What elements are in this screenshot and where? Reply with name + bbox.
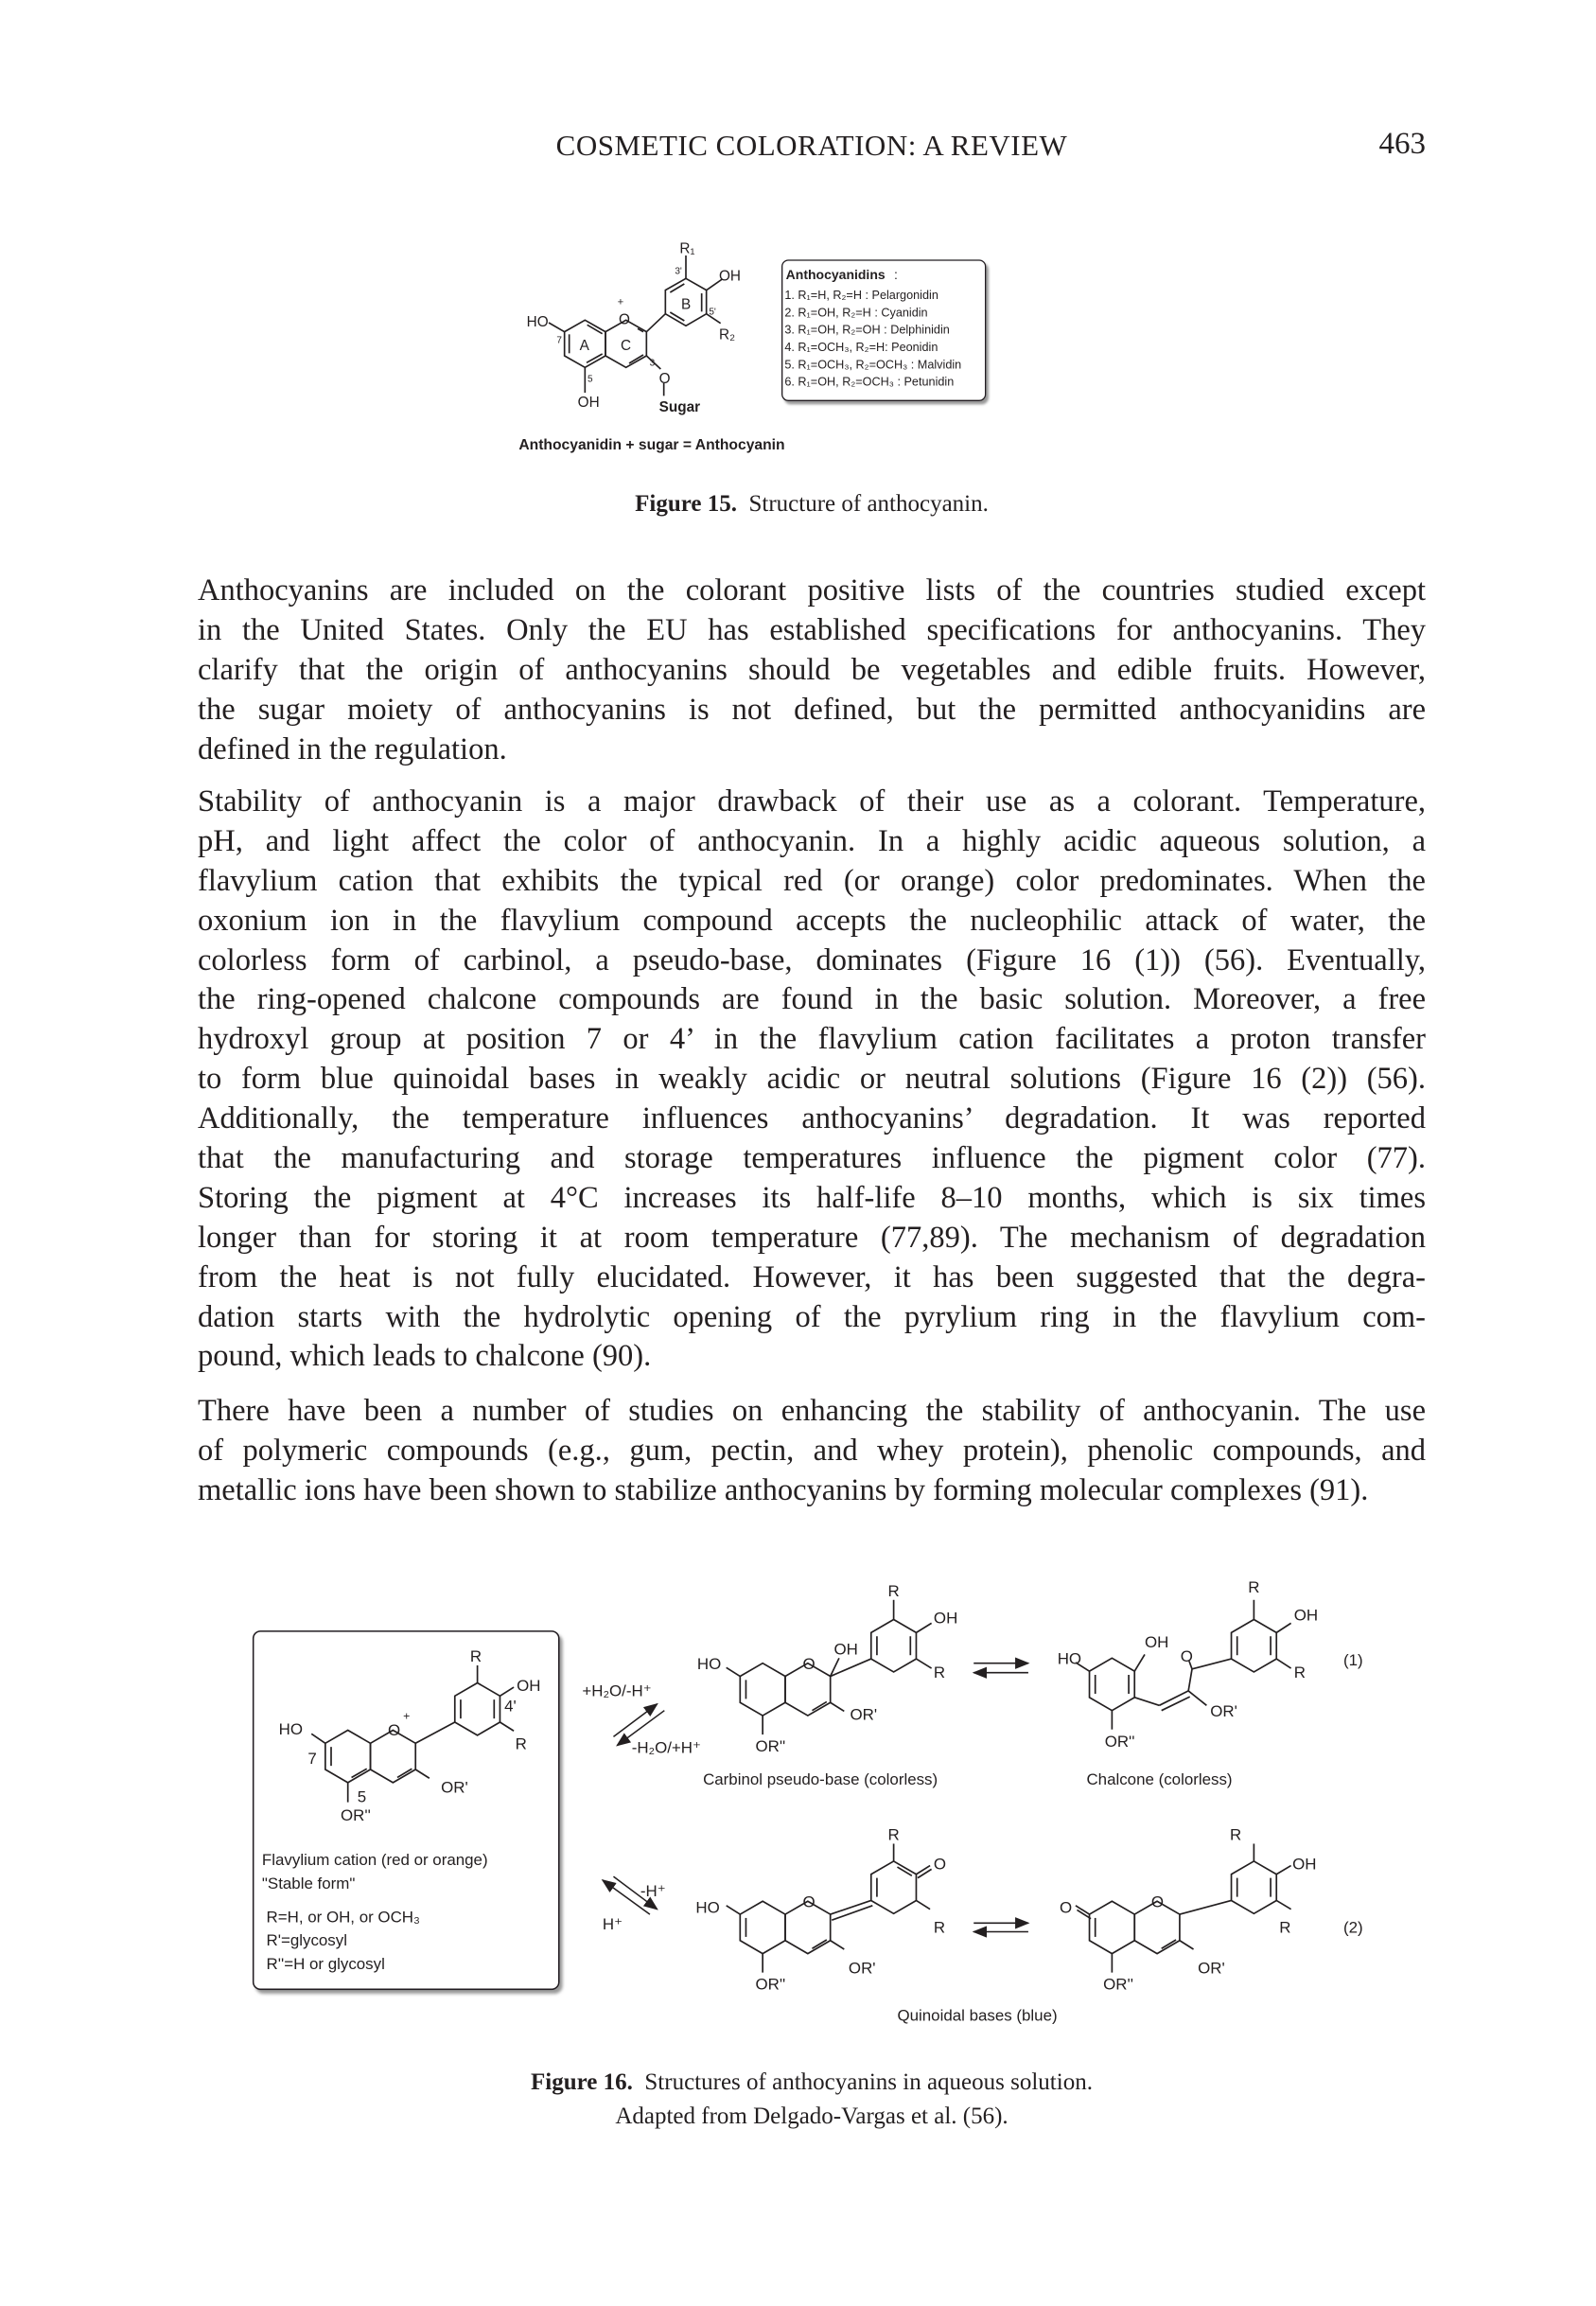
label: 7 bbox=[307, 1749, 317, 1768]
anthocyanin-equilibria bbox=[246, 1571, 1381, 2139]
label: R bbox=[1230, 1825, 1242, 1844]
flavylium-name: Flavylium cation (red or orange) bbox=[261, 1850, 488, 1869]
text-line: of polymeric compounds (e.g., gum, pectin, and whey protein), phenolic compounds, and bbox=[198, 1433, 1426, 1468]
definition: R'=glycosyl bbox=[266, 1931, 347, 1950]
text-line: the sugar moiety of anthocyanins is not defined, but the permitted anthocyanidins are bbox=[198, 692, 1426, 727]
label-oh-4prime: OH bbox=[719, 268, 741, 285]
box-colon: : bbox=[894, 267, 898, 282]
label: OR'' bbox=[341, 1805, 371, 1824]
arrow-label: -H⁺ bbox=[640, 1881, 666, 1900]
anthocyanidins-box bbox=[782, 260, 986, 400]
definition: R''=H or glycosyl bbox=[266, 1954, 385, 1973]
text-line: Additionally, the temperature influences anthocyanins’ degradation. It was reported bbox=[198, 1101, 1426, 1136]
anthocyanidin-item: 1. R₁=H, R₂=H : Pelargonidin bbox=[784, 289, 938, 302]
figure-16 bbox=[246, 1571, 1381, 2139]
label-ring-a: A bbox=[579, 338, 589, 354]
label: HO bbox=[695, 1898, 720, 1917]
label-7: 7 bbox=[556, 335, 562, 346]
equilibrium-arrows bbox=[603, 1663, 1028, 1932]
label: 4' bbox=[504, 1697, 517, 1716]
anthocyanidin-item: 3. R₁=OH, R₂=OH : Delphinidin bbox=[784, 323, 950, 337]
label: + bbox=[403, 1709, 411, 1723]
text-line: pound, which leads to chalcone (90). bbox=[198, 1339, 652, 1374]
label-o1: O bbox=[619, 311, 630, 328]
label: HO bbox=[696, 1654, 722, 1673]
label: HO bbox=[278, 1720, 303, 1739]
label: OH bbox=[933, 1609, 958, 1628]
label-3prime: 3' bbox=[675, 266, 682, 277]
label: R bbox=[933, 1663, 946, 1682]
label: O bbox=[933, 1855, 947, 1874]
label: O bbox=[802, 1892, 816, 1911]
text-line: colorless form of carbinol, a pseudo-base, dominates (Figure 16 (1)) (56). Eventually, bbox=[198, 942, 1426, 977]
label: R bbox=[1248, 1578, 1260, 1597]
anthocyanin-structure bbox=[511, 218, 1116, 464]
label: O bbox=[802, 1654, 816, 1673]
label: R bbox=[933, 1918, 946, 1937]
quinoidal-name: Quinoidal bases (blue) bbox=[897, 2006, 1058, 2025]
label-plus: + bbox=[617, 296, 624, 308]
text-line: metallic ions have been shown to stabilize anthocyanins by forming molecular complexes (91). bbox=[198, 1472, 1369, 1507]
label-5prime: 5' bbox=[709, 307, 716, 318]
paragraph bbox=[198, 572, 1426, 769]
text-line: Storing the pigment at 4°C increases its half-life 8–10 months, which is six times bbox=[198, 1180, 1426, 1215]
caption-label: Figure 16. bbox=[531, 2069, 633, 2095]
label: OH bbox=[1145, 1632, 1169, 1651]
text-line: There have been a number of studies on enhancing the stability of anthocyanin. The use bbox=[198, 1394, 1426, 1428]
page-number: 463 bbox=[1378, 127, 1426, 161]
label: OH bbox=[517, 1676, 541, 1695]
figure-15-caption bbox=[198, 487, 1426, 521]
flavylium-form: "Stable form" bbox=[261, 1875, 356, 1893]
paragraph bbox=[198, 1392, 1426, 1511]
label: R bbox=[469, 1647, 482, 1666]
label: O bbox=[388, 1720, 401, 1739]
label: O bbox=[1060, 1898, 1073, 1917]
caption-text: Structure of anthocyanin. bbox=[748, 491, 989, 517]
paragraph bbox=[198, 783, 1426, 1377]
caption-text: Structures of anthocyanins in aqueous solution. bbox=[644, 2069, 1093, 2095]
label: OR' bbox=[850, 1705, 878, 1724]
label: O bbox=[1180, 1647, 1193, 1666]
text-line: the ring-opened chalcone compounds are found in the basic solution. Moreover, a free bbox=[198, 982, 1426, 1017]
box-title: Anthocyanidins bbox=[785, 267, 886, 282]
equation-number: (2) bbox=[1343, 1918, 1363, 1937]
text-line: hydroxyl group at position 7 or 4’ in the flavylium cation facilitates a proton transfer bbox=[198, 1022, 1426, 1057]
arrow-label: +H₂O/-H⁺ bbox=[582, 1681, 652, 1700]
carbinol-name: Carbinol pseudo-base (colorless) bbox=[703, 1770, 938, 1789]
label: OR'' bbox=[1104, 1733, 1135, 1752]
label-sugar: Sugar bbox=[658, 399, 701, 415]
label: OR'' bbox=[755, 1975, 786, 1994]
text-line: Stability of anthocyanin is a major drawback of their use as a colorant. Temperature, bbox=[198, 784, 1426, 819]
label: O bbox=[1150, 1892, 1165, 1911]
text-line: oxonium ion in the flavylium compound accepts the nucleophilic attack of water, the bbox=[198, 903, 1426, 938]
label: OR' bbox=[1198, 1959, 1225, 1978]
label: R bbox=[1279, 1918, 1291, 1937]
label-oh-5: OH bbox=[577, 395, 600, 411]
text-line: from the heat is not fully elucidated. However, it has been suggested that the degra- bbox=[198, 1259, 1426, 1294]
definition: R=H, or OH, or OCH₃ bbox=[266, 1908, 420, 1927]
text-line: Anthocyanins are included on the colorant positive lists of the countries studied except bbox=[198, 573, 1426, 607]
label-ring-c: C bbox=[621, 338, 632, 354]
label: OH bbox=[833, 1640, 858, 1659]
label-r2: R₂ bbox=[719, 326, 736, 343]
text-line: clarify that the origin of anthocyanins should be vegetables and edible fruits. However, bbox=[198, 652, 1426, 687]
label: OR' bbox=[848, 1959, 876, 1978]
chalcone-name: Chalcone (colorless) bbox=[1086, 1770, 1233, 1789]
anthocyanidin-item: 5. R₁=OCH₃, R₂=OCH₃ : Malvidin bbox=[784, 358, 962, 372]
text-line: defined in the regulation. bbox=[198, 731, 507, 766]
label: R bbox=[515, 1734, 527, 1753]
label: 5 bbox=[357, 1787, 367, 1806]
label: OR'' bbox=[755, 1736, 786, 1755]
figure-16-caption bbox=[198, 2066, 1426, 2134]
anthocyanidin-item: 4. R₁=OCH₃, R₂=H: Peonidin bbox=[784, 341, 938, 354]
text-line: pH, and light affect the color of anthocyanin. In a highly acidic aqueous solution, a bbox=[198, 823, 1426, 858]
label: OH bbox=[1292, 1855, 1317, 1874]
figure-15 bbox=[511, 218, 1116, 464]
caption-label: Figure 15. bbox=[635, 491, 737, 517]
caption-source: Adapted from Delgado-Vargas et al. (56). bbox=[615, 2104, 1008, 2129]
text-line: flavylium cation that exhibits the typical red (or orange) color predominates. When the bbox=[198, 863, 1426, 898]
label: R bbox=[1293, 1663, 1306, 1682]
label-ho-7: HO bbox=[526, 314, 549, 330]
label: OR' bbox=[441, 1778, 468, 1797]
anthocyanidin-item: 2. R₁=OH, R₂=H : Cyanidin bbox=[784, 306, 928, 320]
equation: Anthocyanidin + sugar = Anthocyanin bbox=[518, 437, 785, 453]
text-line: that the manufacturing and storage temperatures influence the pigment color (77). bbox=[198, 1141, 1426, 1176]
text-line: in the United States. Only the EU has established specifications for anthocyanins. They bbox=[198, 612, 1426, 647]
running-title: COSMETIC COLORATION: A REVIEW bbox=[555, 129, 1068, 162]
label: HO bbox=[1057, 1649, 1082, 1668]
label: OR'' bbox=[1103, 1975, 1133, 1994]
arrow-label: -H₂O/+H⁺ bbox=[631, 1738, 701, 1757]
label-5: 5 bbox=[588, 374, 593, 385]
label: OR' bbox=[1210, 1701, 1237, 1720]
label: R bbox=[887, 1581, 900, 1600]
text-line: longer than for storing it at room temperature (77,89). The mechanism of degradation bbox=[198, 1220, 1426, 1255]
label: R bbox=[887, 1825, 900, 1844]
running-head bbox=[198, 129, 1426, 167]
arrow-label: H⁺ bbox=[602, 1915, 623, 1934]
label: OH bbox=[1293, 1606, 1319, 1625]
anthocyanidin-item: 6. R₁=OH, R₂=OCH₃ : Petunidin bbox=[784, 375, 955, 389]
equation-number: (1) bbox=[1343, 1651, 1363, 1669]
text-line: to form blue quinoidal bases in weakly acidic or neutral solutions (Figure 16 (2)) (56). bbox=[198, 1062, 1426, 1097]
label-ring-b: B bbox=[681, 296, 692, 313]
text-line: dation starts with the hydrolytic opening of the pyrylium ring in the flavylium com- bbox=[198, 1299, 1426, 1334]
bonds bbox=[549, 255, 722, 396]
label-o3: O bbox=[658, 371, 671, 387]
label-r1: R₁ bbox=[679, 240, 695, 257]
label-3: 3 bbox=[649, 358, 656, 369]
